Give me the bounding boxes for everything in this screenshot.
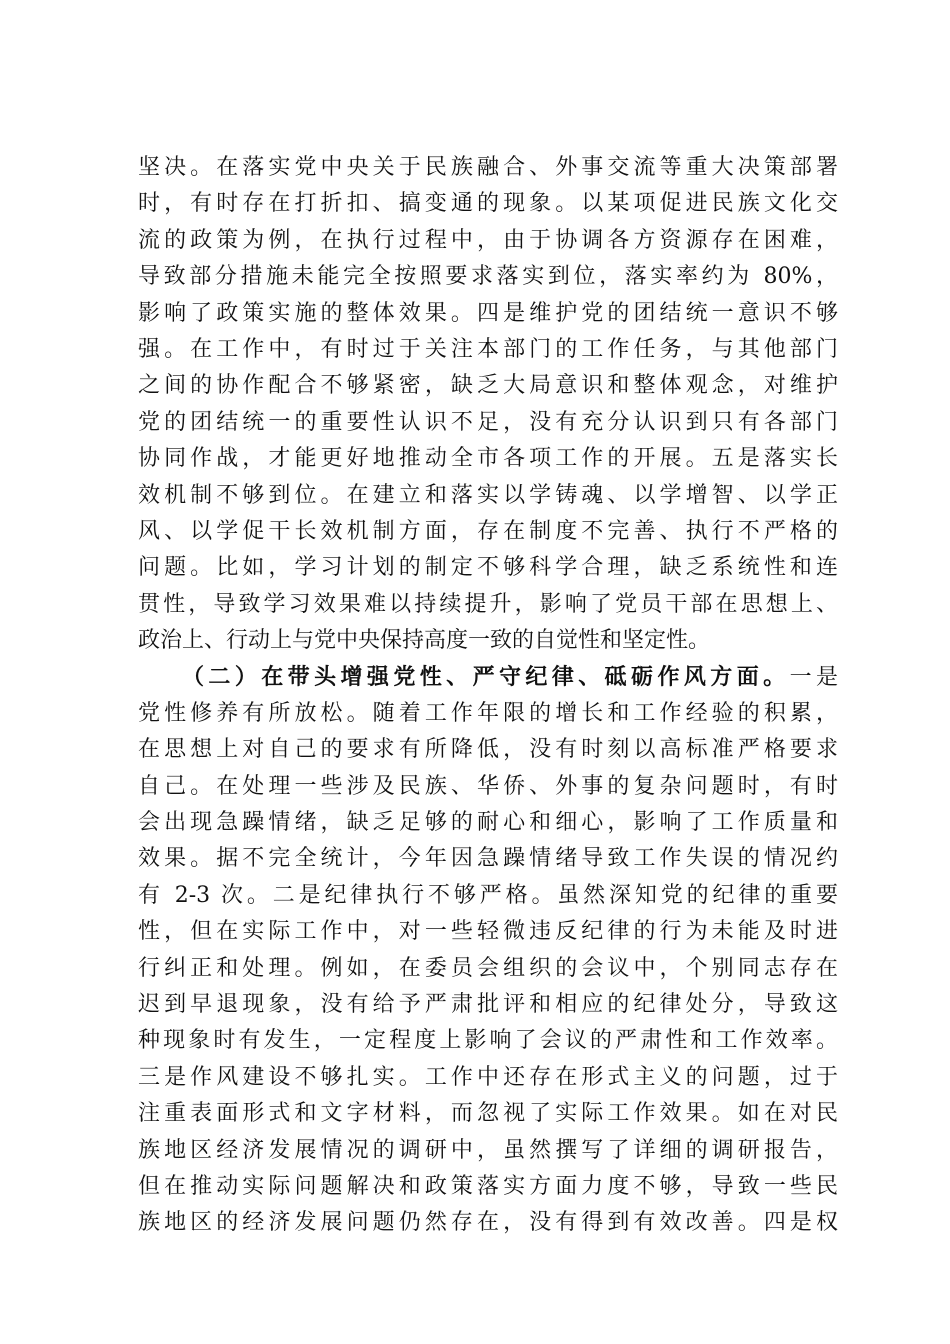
text-line: 三是作风建设不够扎实。工作中还存在形式主义的问题，过于 [138, 1064, 838, 1090]
paragraph-2-first-line [138, 659, 838, 695]
text-line: 行纠正和处理。例如，在委员会组织的会议中，个别同志存在 [138, 955, 838, 981]
text-line: 党的团结统一的重要性认识不足，没有充分认识到只有各部门 [138, 409, 838, 435]
paragraph-1 [138, 150, 838, 659]
text-line: 性，但在实际工作中，对一些轻微违反纪律的行为未能及时进 [138, 919, 838, 945]
text-line: 之间的协作配合不够紧密，缺乏大局意识和整体观念，对维护 [138, 373, 838, 399]
text-line: 党性修养有所放松。随着工作年限的增长和工作经验的积累， [138, 700, 838, 726]
text-line: 族地区的经济发展问题仍然存在，没有得到有效改善。四是权 [138, 1210, 838, 1236]
text-line: 强。在工作中，有时过于关注本部门的工作任务，与其他部门 [138, 336, 838, 362]
text-line: 迟到早退现象，没有给予严肃批评和相应的纪律处分，导致这 [138, 991, 838, 1017]
text-line: 种现象时有发生，一定程度上影响了会议的严肃性和工作效率。 [138, 1028, 838, 1054]
text-run: 一是 [789, 665, 838, 691]
text-line: 但在推动实际问题解决和政策落实方面力度不够，导致一些民 [138, 1173, 838, 1199]
text-line: 在思想上对自己的要求有所降低，没有时刻以高标准严格要求 [138, 737, 838, 763]
text-line: 协同作战，才能更好地推动全市各项工作的开展。五是落实长 [138, 446, 838, 472]
text-line: 自己。在处理一些涉及民族、华侨、外事的复杂问题时，有时 [138, 773, 838, 799]
text-line: 坚决。在落实党中央关于民族融合、外事交流等重大决策部署 [138, 155, 838, 180]
body-text [138, 150, 838, 1242]
paragraph-2 [138, 659, 838, 1241]
text-line: 影响了政策实施的整体效果。四是维护党的团结统一意识不够 [138, 300, 838, 326]
text-line: 导致部分措施未能完全按照要求落实到位，落实率约为 80%， [138, 264, 838, 290]
text-line: 注重表面形式和文字材料，而忽视了实际工作效果。如在对民 [138, 1101, 838, 1127]
text-line: 贯性，导致学习效果难以持续提升，影响了党员干部在思想上、 [138, 591, 838, 617]
text-line: 政治上、行动上与党中央保持高度一致的自觉性和坚定性。 [138, 628, 711, 654]
text-line: 有 2-3 次。二是纪律执行不够严格。虽然深知党的纪律的重要 [138, 882, 838, 908]
text-line: 风、以学促干长效机制方面，存在制度不完善、执行不严格的 [138, 518, 838, 544]
text-line: 会出现急躁情绪，缺乏足够的耐心和细心，影响了工作质量和 [138, 810, 838, 836]
section-heading: （二）在带头增强党性、严守纪律、砥砺作风方面。 [182, 664, 790, 691]
text-line: 效果。据不完全统计，今年因急躁情绪导致工作失误的情况约 [138, 846, 838, 872]
text-line: 族地区经济发展情况的调研中，虽然撰写了详细的调研报告， [138, 1137, 838, 1163]
text-line: 时，有时存在打折扣、搞变通的现象。以某项促进民族文化交 [138, 191, 838, 217]
text-line: 问题。比如，学习计划的制定不够科学合理，缺乏系统性和连 [138, 555, 838, 581]
text-line: 流的政策为例，在执行过程中，由于协调各方资源存在困难， [138, 227, 838, 253]
text-line: 效机制不够到位。在建立和落实以学铸魂、以学增智、以学正 [138, 482, 838, 508]
